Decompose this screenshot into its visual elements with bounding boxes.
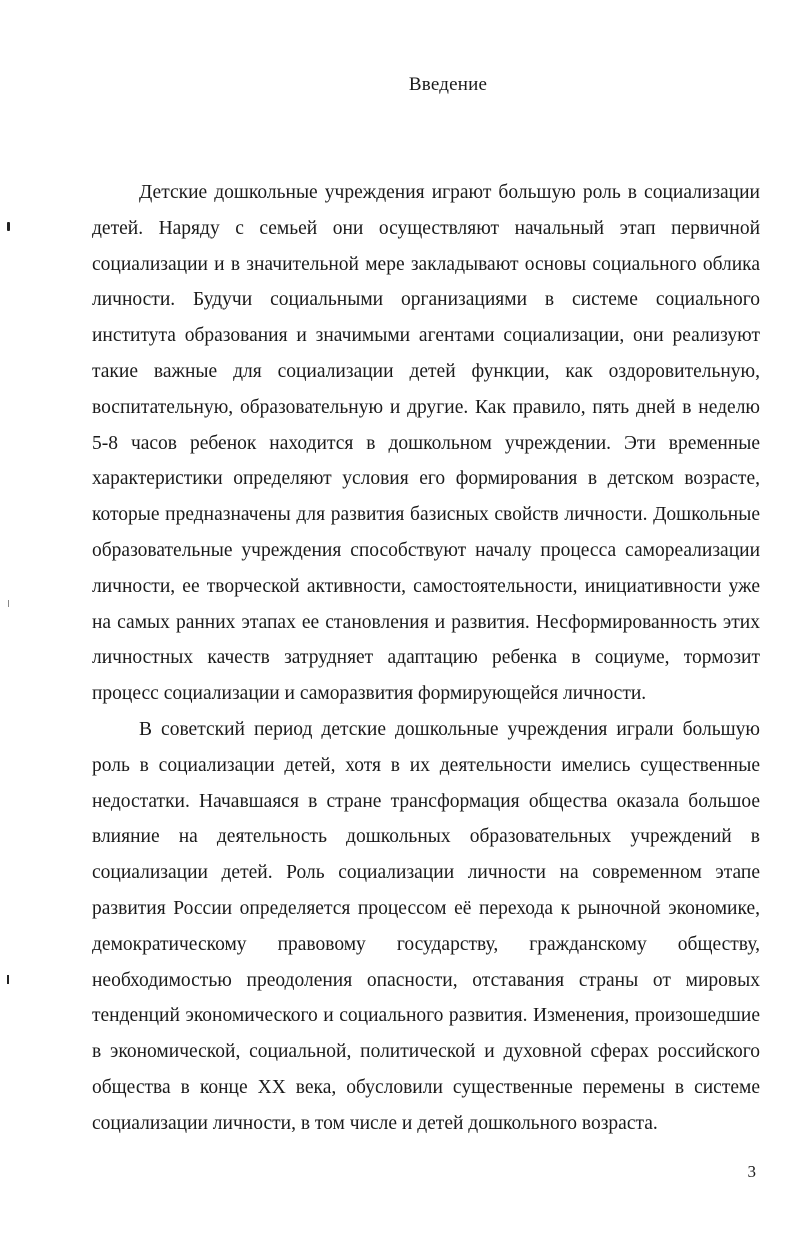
paragraph-2: В советский период детские дошкольные учреждения играли большую роль в социализации детей, хотя в их деятельности имелись существенные недостатки. Начавшаяся в стране трансформация общества оказала большое влияние на деятельность дошкольных образовательных учреждений в социализации детей. Роль социализации личности на современном этапе развития России определяется процессом её перехода к рыночной экономике, демократическому правовому государству, гражданскому обществу, необходимостью преодоления опасности, отставания страны от мировых тенденций экономического и социального развития. Изменения, произошедшие в экономической, социальной, политической и духовной сферах российского общества в конце XX века, обусловили существенные перемены в системе социализации личности, в том числе и детей дошкольного возраста. <box>92 718 760 1134</box>
section-title: Введение <box>408 74 488 95</box>
scan-mark-1 <box>7 222 10 231</box>
paragraph-1: Детские дошкольные учреждения играют большую роль в социализации детей. Наряду с семьей они осуществляют начальный этап первичной социализации и в значительной мере закладывают основы социального облика личности. Будучи социальными организациями в системе социального института образования и значимыми агентами социализации, они реализуют такие важные для социализации детей функции, как оздоровительную, воспитательную, образовательную и другие. Как правило, пять дней в неделю 5-8 часов ребенок находится в дошкольном учреждении. Эти временные характеристики определяют условия его формирования в детском возрасте, которые предназначены для развития базисных свойств личности. Дошкольные образовательные учреждения способствуют началу процесса самореализации личности, ее творческой активности, самостоятельности, инициативности уже на самых ранних этапах ее становления и развития. Несформированность этих личностных качеств затрудняет адаптацию ребенка в социуме, тормозит процесс социализации и саморазвития формирующейся личности. <box>92 182 760 705</box>
page-number: 3 <box>747 1162 756 1181</box>
scan-mark-3 <box>7 975 9 984</box>
scan-mark-2 <box>8 600 9 607</box>
body-text <box>92 175 760 1142</box>
